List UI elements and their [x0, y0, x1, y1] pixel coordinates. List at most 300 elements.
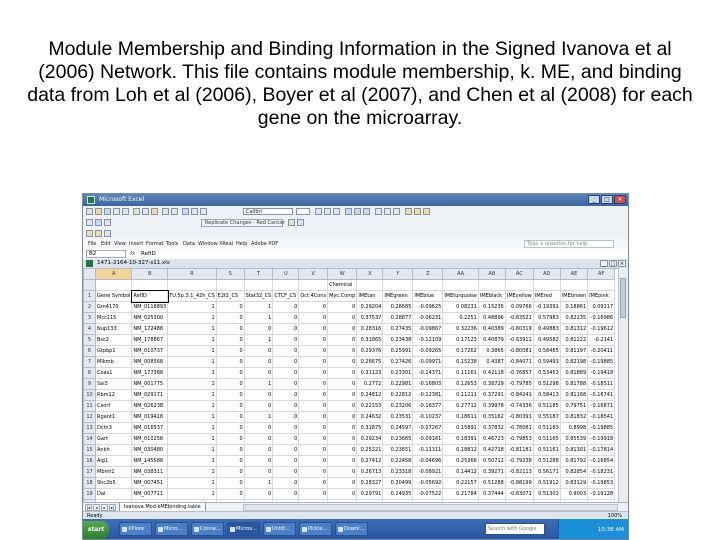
table-cell[interactable] [478, 280, 505, 291]
table-cell[interactable]: NM_025300 [132, 313, 168, 324]
font-color-icon[interactable] [423, 208, 430, 215]
table-cell[interactable]: 0.11211 [443, 390, 479, 401]
taskbar-search-input[interactable]: Search with Google [485, 523, 545, 535]
table-cell[interactable]: Bsc2 [96, 335, 132, 346]
table-cell[interactable]: NM_008568 [132, 357, 168, 368]
table-cell[interactable]: -0.74336 [505, 401, 533, 412]
table-cell[interactable]: 0 [273, 401, 299, 412]
menu-help[interactable]: Help [236, 241, 248, 247]
row-header[interactable]: 16 [84, 456, 96, 467]
table-cell[interactable]: 0.40879 [478, 335, 505, 346]
table-cell[interactable]: 0.51161 [533, 445, 560, 456]
help-search-input[interactable]: Type a question for help [524, 240, 614, 248]
table-cell[interactable]: -0.81181 [505, 445, 533, 456]
table-cell[interactable]: 0.49883 [533, 324, 560, 335]
table-cell[interactable]: 0.51185 [533, 401, 560, 412]
table-cell[interactable]: Shc2b5 [96, 478, 132, 489]
table-cell[interactable]: 0.81197 [560, 346, 587, 357]
table-cell[interactable]: Gene Symbol [96, 291, 132, 302]
table-cell[interactable]: 0.09766 [505, 302, 533, 313]
table-cell[interactable]: IMEbrown [560, 291, 587, 302]
table-cell[interactable]: -0.17814 [588, 445, 615, 456]
table-cell[interactable]: 0.12653 [443, 379, 479, 390]
table-cell[interactable]: 0.39978 [478, 401, 505, 412]
table-cell[interactable]: 0.81301 [560, 445, 587, 456]
table-cell[interactable]: 0 [273, 456, 299, 467]
row-header[interactable]: 17 [84, 467, 96, 478]
table-cell[interactable]: 0.17123 [443, 335, 479, 346]
table-cell[interactable]: 0.24632 [357, 412, 383, 423]
table-cell[interactable]: -0.19418 [588, 368, 615, 379]
row-header[interactable]: 8 [84, 368, 96, 379]
table-cell[interactable]: 0.81222 [560, 335, 587, 346]
table-cell[interactable]: 0 [299, 434, 328, 445]
menu-adobe-pdf[interactable]: Adobe PDF [251, 241, 279, 247]
workbook-minimize-button[interactable]: _ [600, 260, 608, 267]
table-cell[interactable]: 0 [273, 434, 299, 445]
table-cell[interactable]: 0.42718 [478, 445, 505, 456]
menu-view[interactable]: View [114, 241, 126, 247]
table-cell[interactable]: 0.37291 [478, 390, 505, 401]
table-cell[interactable]: 0 [299, 346, 328, 357]
currency-icon[interactable] [375, 208, 382, 215]
table-cell[interactable]: 1 [168, 346, 216, 357]
table-cell[interactable]: Coas1 [96, 368, 132, 379]
column-header[interactable]: B [132, 269, 168, 280]
column-header[interactable]: W [328, 269, 357, 280]
table-cell[interactable]: 0.46723 [478, 434, 505, 445]
table-cell[interactable]: 0 [273, 489, 299, 500]
table-cell[interactable]: 0 [328, 478, 357, 489]
menu-format[interactable]: Format [146, 241, 164, 247]
table-cell[interactable]: -0.78081 [505, 423, 533, 434]
table-cell[interactable]: 0 [273, 302, 299, 313]
column-header[interactable]: X [357, 269, 383, 280]
menu-tools[interactable]: Tools [166, 241, 179, 247]
table-cell[interactable] [560, 280, 587, 291]
table-cell[interactable]: 0.27435 [383, 324, 413, 335]
table-cell[interactable]: -0.12109 [413, 335, 443, 346]
table-cell[interactable]: 0.8998 [560, 423, 587, 434]
table-cell[interactable]: -0.14371 [413, 368, 443, 379]
table-cell[interactable] [96, 280, 132, 291]
table-cell[interactable]: IMEgreen [383, 291, 413, 302]
table-cell[interactable]: 0 [216, 335, 244, 346]
column-header[interactable]: AA [443, 269, 479, 280]
table-cell[interactable]: 0.51288 [533, 456, 560, 467]
table-cell[interactable]: 0.15891 [443, 423, 479, 434]
table-cell[interactable]: -0.08921 [413, 467, 443, 478]
table-cell[interactable]: 0 [273, 412, 299, 423]
horizontal-scrollbar[interactable] [243, 504, 618, 511]
table-cell[interactable]: IMEblue [413, 291, 443, 302]
table-cell[interactable]: IMEblack [478, 291, 505, 302]
table-cell[interactable]: 0.14412 [443, 467, 479, 478]
table-cell[interactable]: -0.19885 [588, 357, 615, 368]
sum-icon[interactable] [182, 208, 189, 215]
table-cell[interactable]: -0.16741 [588, 390, 615, 401]
table-cell[interactable]: 1 [168, 434, 216, 445]
table-cell[interactable]: 0.81312 [560, 324, 587, 335]
table-cell[interactable]: 0 [299, 379, 328, 390]
table-cell[interactable]: 0.23531 [383, 412, 413, 423]
table-cell[interactable]: -0.2141 [588, 335, 615, 346]
table-cell[interactable]: IMEturquoise [443, 291, 479, 302]
table-cell[interactable]: 0.4387 [478, 357, 505, 368]
table-cell[interactable]: 0.23301 [383, 368, 413, 379]
table-cell[interactable]: 0 [328, 489, 357, 500]
table-cell[interactable]: 0.51298 [533, 379, 560, 390]
table-cell[interactable]: 1 [168, 390, 216, 401]
table-cell[interactable]: 0 [216, 423, 244, 434]
table-cell[interactable]: 0 [273, 357, 299, 368]
table-cell[interactable]: 0 [273, 423, 299, 434]
table-cell[interactable]: Oct.4Cons [299, 291, 328, 302]
column-header[interactable]: V [299, 269, 328, 280]
table-cell[interactable]: 0 [299, 313, 328, 324]
table-cell[interactable]: 0 [328, 401, 357, 412]
table-cell[interactable]: 1 [168, 478, 216, 489]
table-cell[interactable]: NM_007451 [132, 478, 168, 489]
table-cell[interactable]: 0 [299, 357, 328, 368]
table-cell[interactable]: 0.22458 [383, 456, 413, 467]
table-cell[interactable]: 0 [244, 368, 273, 379]
table-cell[interactable]: 0 [216, 401, 244, 412]
table-cell[interactable]: 0 [216, 302, 244, 313]
table-cell[interactable]: 0 [244, 357, 273, 368]
table-cell[interactable]: 0.58485 [533, 346, 560, 357]
table-cell[interactable]: -0.16377 [413, 401, 443, 412]
table-cell[interactable]: -0.09971 [413, 357, 443, 368]
table-cell[interactable]: 0 [328, 346, 357, 357]
table-cell[interactable]: 0.29204 [357, 302, 383, 313]
table-cell[interactable]: 0.29791 [357, 489, 383, 500]
table-cell[interactable]: Gtpbp1 [96, 346, 132, 357]
table-cell[interactable]: 0.79751 [560, 401, 587, 412]
table-cell[interactable]: -0.80081 [505, 346, 533, 357]
pdf-review-icon[interactable] [104, 230, 111, 237]
table-cell[interactable]: 0 [273, 313, 299, 324]
column-header[interactable]: AB [478, 269, 505, 280]
workbook-close-button[interactable]: × [619, 261, 625, 267]
table-cell[interactable]: -0.16803 [413, 379, 443, 390]
table-cell[interactable]: 1 [168, 456, 216, 467]
table-cell[interactable]: 0.26675 [357, 357, 383, 368]
taskbar-item[interactable]: Micro... [155, 522, 188, 536]
underline-icon[interactable] [333, 208, 340, 215]
table-cell[interactable]: 0.22153 [357, 401, 383, 412]
table-cell[interactable]: 1 [168, 324, 216, 335]
fill-color-icon[interactable] [414, 208, 421, 215]
table-cell[interactable]: 0.08231 [443, 302, 479, 313]
table-cell[interactable]: 0 [328, 456, 357, 467]
table-cell[interactable]: 0 [273, 324, 299, 335]
table-cell[interactable]: Ankh [96, 445, 132, 456]
row-header[interactable]: 18 [84, 478, 96, 489]
table-cell[interactable]: 0.24597 [383, 423, 413, 434]
table-cell[interactable]: NM_0118893 [132, 302, 168, 313]
table-cell[interactable] [216, 280, 244, 291]
table-cell[interactable]: 0 [328, 412, 357, 423]
column-header[interactable]: T [244, 269, 273, 280]
table-cell[interactable]: 0.30499 [383, 478, 413, 489]
table-cell[interactable]: 0 [328, 313, 357, 324]
table-cell[interactable]: 0.50712 [478, 456, 505, 467]
table-cell[interactable]: 0.2251 [443, 313, 479, 324]
table-cell[interactable]: 0 [216, 324, 244, 335]
table-cell[interactable]: -0.16986 [588, 313, 615, 324]
column-header[interactable]: S [216, 269, 244, 280]
table-cell[interactable] [533, 280, 560, 291]
table-cell[interactable]: 0.29376 [357, 346, 383, 357]
table-cell[interactable]: 0.25991 [383, 346, 413, 357]
align-left-icon[interactable] [345, 208, 352, 215]
align-center-icon[interactable] [354, 208, 361, 215]
function-icon[interactable]: fx [130, 251, 136, 257]
menu-file[interactable]: File [88, 241, 97, 247]
table-cell[interactable]: NM_177388 [132, 368, 168, 379]
table-cell[interactable]: 0.18812 [443, 445, 479, 456]
font-size-combo[interactable] [296, 208, 310, 215]
menu-insert[interactable]: Insert [129, 241, 144, 247]
table-cell[interactable]: -0.06231 [413, 313, 443, 324]
table-cell[interactable]: 0.28327 [357, 478, 383, 489]
table-cell[interactable]: -0.84071 [505, 357, 533, 368]
table-cell[interactable]: Mcc115 [96, 313, 132, 324]
row-header[interactable]: 4 [84, 324, 96, 335]
table-cell[interactable]: 0 [328, 357, 357, 368]
column-header[interactable]: Y [383, 269, 413, 280]
table-cell[interactable]: 0.23438 [383, 335, 413, 346]
table-cell[interactable]: 0.58413 [533, 390, 560, 401]
table-cell[interactable]: Dctn3 [96, 423, 132, 434]
table-cell[interactable]: IMEtan [357, 291, 383, 302]
table-cell[interactable]: Mbmt1 [96, 467, 132, 478]
prev-sheet-button[interactable]: ◂ [93, 504, 100, 511]
table-cell[interactable]: -0.79785 [505, 379, 533, 390]
row-header[interactable] [84, 280, 96, 291]
table-cell[interactable]: 0.51912 [533, 478, 560, 489]
row-header[interactable]: 11 [84, 401, 96, 412]
table-cell[interactable]: 1 [168, 368, 216, 379]
accept-icon[interactable] [288, 219, 295, 226]
table-cell[interactable]: 0.51183 [533, 423, 560, 434]
table-cell[interactable]: 0.31123 [357, 368, 383, 379]
table-cell[interactable]: -0.05692 [413, 478, 443, 489]
table-cell[interactable]: 0 [244, 423, 273, 434]
table-cell[interactable]: 0.18391 [443, 434, 479, 445]
comma-icon[interactable] [393, 208, 400, 215]
table-cell[interactable]: Rbm12 [96, 390, 132, 401]
review-icon[interactable] [86, 219, 93, 226]
cut-icon[interactable] [133, 208, 140, 215]
table-cell[interactable]: -0.19853 [588, 478, 615, 489]
pdf-email-icon[interactable] [95, 230, 102, 237]
workbook-restore-button[interactable]: □ [610, 261, 616, 267]
table-cell[interactable]: 0.55187 [533, 412, 560, 423]
menu-data[interactable]: Data [183, 241, 195, 247]
table-cell[interactable]: Cxorf [96, 401, 132, 412]
table-cell[interactable]: -0.10237 [413, 412, 443, 423]
table-cell[interactable]: 0 [273, 379, 299, 390]
table-cell[interactable]: -0.09625 [413, 302, 443, 313]
table-cell[interactable]: 1 [168, 467, 216, 478]
print-icon[interactable] [113, 208, 120, 215]
table-cell[interactable]: 0.17262 [443, 346, 479, 357]
taskbar-item[interactable]: Downl... [335, 522, 368, 536]
table-cell[interactable]: 1 [168, 335, 216, 346]
next-sheet-button[interactable]: ▸ [101, 504, 108, 511]
table-cell[interactable]: 0 [273, 335, 299, 346]
table-cell[interactable]: 0 [299, 390, 328, 401]
column-header[interactable]: AF [588, 269, 615, 280]
table-cell[interactable]: 0.22812 [383, 390, 413, 401]
table-cell[interactable]: Alg1 [96, 456, 132, 467]
table-cell[interactable]: 1 [168, 379, 216, 390]
table-cell[interactable]: 0 [299, 489, 328, 500]
table-cell[interactable]: NM_016537 [132, 423, 168, 434]
table-cell[interactable]: -0.79238 [505, 456, 533, 467]
table-cell[interactable]: 0 [299, 423, 328, 434]
italic-icon[interactable] [324, 208, 331, 215]
table-cell[interactable]: 0 [216, 313, 244, 324]
table-cell[interactable]: 0 [273, 445, 299, 456]
table-cell[interactable]: -0.11311 [413, 445, 443, 456]
table-cell[interactable]: 0.37832 [478, 423, 505, 434]
chart-icon[interactable] [200, 208, 207, 215]
table-cell[interactable]: -0.88199 [505, 478, 533, 489]
table-cell[interactable]: 0 [244, 401, 273, 412]
table-cell[interactable]: 0.28877 [383, 313, 413, 324]
table-cell[interactable]: 1 [244, 478, 273, 489]
table-cell[interactable]: NM_010737 [132, 346, 168, 357]
table-cell[interactable]: 0.24935 [383, 489, 413, 500]
table-cell[interactable]: 0.81792 [560, 456, 587, 467]
column-header[interactable]: U [273, 269, 299, 280]
table-cell[interactable]: 0.15235 [478, 302, 505, 313]
table-cell[interactable]: 1 [244, 379, 273, 390]
table-cell[interactable]: 0 [216, 478, 244, 489]
table-cell[interactable] [273, 280, 299, 291]
table-cell[interactable]: 0 [244, 445, 273, 456]
sort-icon[interactable] [191, 208, 198, 215]
table-cell[interactable]: -0.63911 [505, 335, 533, 346]
table-cell[interactable]: IMEpink [588, 291, 615, 302]
table-cell[interactable]: -0.79853 [505, 434, 533, 445]
table-cell[interactable]: E2f2_CS [216, 291, 244, 302]
table-cell[interactable]: 0 [244, 467, 273, 478]
table-cell[interactable]: NM_019418 [132, 412, 168, 423]
table-cell[interactable]: NM_001775 [132, 379, 168, 390]
row-header[interactable]: 15 [84, 445, 96, 456]
table-cell[interactable]: 0 [244, 489, 273, 500]
save-icon[interactable] [104, 208, 111, 215]
formula-input[interactable]: RefID [141, 251, 156, 257]
table-cell[interactable]: TU.5p.3.1_42h_CS [168, 291, 216, 302]
bold-icon[interactable] [315, 208, 322, 215]
table-cell[interactable]: 1 [244, 335, 273, 346]
table-cell[interactable]: -0.07522 [413, 489, 443, 500]
table-cell[interactable]: 0.83129 [560, 478, 587, 489]
table-cell[interactable]: 1 [168, 423, 216, 434]
table-cell[interactable]: 0 [244, 390, 273, 401]
table-cell[interactable]: 0.15238 [443, 357, 479, 368]
table-cell[interactable]: 1 [168, 412, 216, 423]
table-cell[interactable]: 0 [299, 467, 328, 478]
table-cell[interactable]: -0.83521 [505, 313, 533, 324]
table-cell[interactable]: -0.07267 [413, 423, 443, 434]
table-cell[interactable]: Stat32_CS [244, 291, 273, 302]
table-cell[interactable] [168, 280, 216, 291]
table-cell[interactable]: Rgant1 [96, 412, 132, 423]
table-cell[interactable]: 0.2772 [357, 379, 383, 390]
column-header[interactable]: R [168, 269, 216, 280]
table-cell[interactable]: 0 [299, 335, 328, 346]
table-cell[interactable]: 0.82135 [560, 313, 587, 324]
row-header[interactable]: 10 [84, 390, 96, 401]
table-cell[interactable]: 0 [216, 357, 244, 368]
row-header[interactable]: 12 [84, 412, 96, 423]
table-cell[interactable]: 0 [299, 302, 328, 313]
table-cell[interactable]: Myc.Comp [328, 291, 357, 302]
table-cell[interactable]: -0.80391 [505, 412, 533, 423]
table-cell[interactable]: -0.16854 [588, 456, 615, 467]
table-cell[interactable]: 0.38729 [478, 379, 505, 390]
table-cell[interactable]: 0.35162 [478, 412, 505, 423]
table-cell[interactable]: 0 [328, 467, 357, 478]
table-cell[interactable]: 0 [216, 489, 244, 500]
table-cell[interactable]: 0.57983 [533, 313, 560, 324]
table-cell[interactable]: 0 [299, 412, 328, 423]
table-cell[interactable]: 0 [328, 434, 357, 445]
table-cell[interactable]: 0.51288 [478, 478, 505, 489]
table-cell[interactable]: 0 [244, 434, 273, 445]
table-cell[interactable]: 1 [168, 357, 216, 368]
replicate-changes-chip[interactable]: Replicate Changes - Red Cancer [201, 219, 283, 227]
table-cell[interactable]: 0 [299, 401, 328, 412]
table-cell[interactable]: 0.22157 [443, 478, 479, 489]
table-cell[interactable]: 0.11161 [443, 368, 479, 379]
table-cell[interactable]: 0.25366 [443, 456, 479, 467]
table-cell[interactable]: -0.19885 [588, 423, 615, 434]
table-cell[interactable] [357, 280, 383, 291]
table-cell[interactable]: 0 [328, 445, 357, 456]
table-cell[interactable]: -0.19612 [588, 324, 615, 335]
table-cell[interactable]: 0.32236 [443, 324, 479, 335]
table-cell[interactable]: -0.18511 [588, 379, 615, 390]
table-cell[interactable]: NM_026238 [132, 401, 168, 412]
row-header[interactable]: 19 [84, 489, 96, 500]
row-header[interactable]: 9 [84, 379, 96, 390]
table-cell[interactable]: 0.28685 [383, 302, 413, 313]
table-cell[interactable]: 0.51165 [533, 434, 560, 445]
table-cell[interactable]: 0 [244, 456, 273, 467]
table-cell[interactable]: -0.19128 [588, 489, 615, 500]
table-cell[interactable]: Gm4170 [96, 302, 132, 313]
table-cell[interactable]: 0.37537 [357, 313, 383, 324]
table-cell[interactable]: 0.23665 [383, 434, 413, 445]
table-cell[interactable]: 0.23318 [383, 467, 413, 478]
last-sheet-button[interactable]: ▸| [110, 505, 115, 510]
row-header[interactable]: 14 [84, 434, 96, 445]
table-cell[interactable]: 0 [273, 467, 299, 478]
table-cell[interactable]: -0.82113 [505, 467, 533, 478]
table-cell[interactable]: 0.81168 [560, 390, 587, 401]
table-cell[interactable] [299, 280, 328, 291]
table-cell[interactable]: Mlkmb [96, 357, 132, 368]
table-cell[interactable]: 0 [328, 423, 357, 434]
table-cell[interactable] [505, 280, 533, 291]
